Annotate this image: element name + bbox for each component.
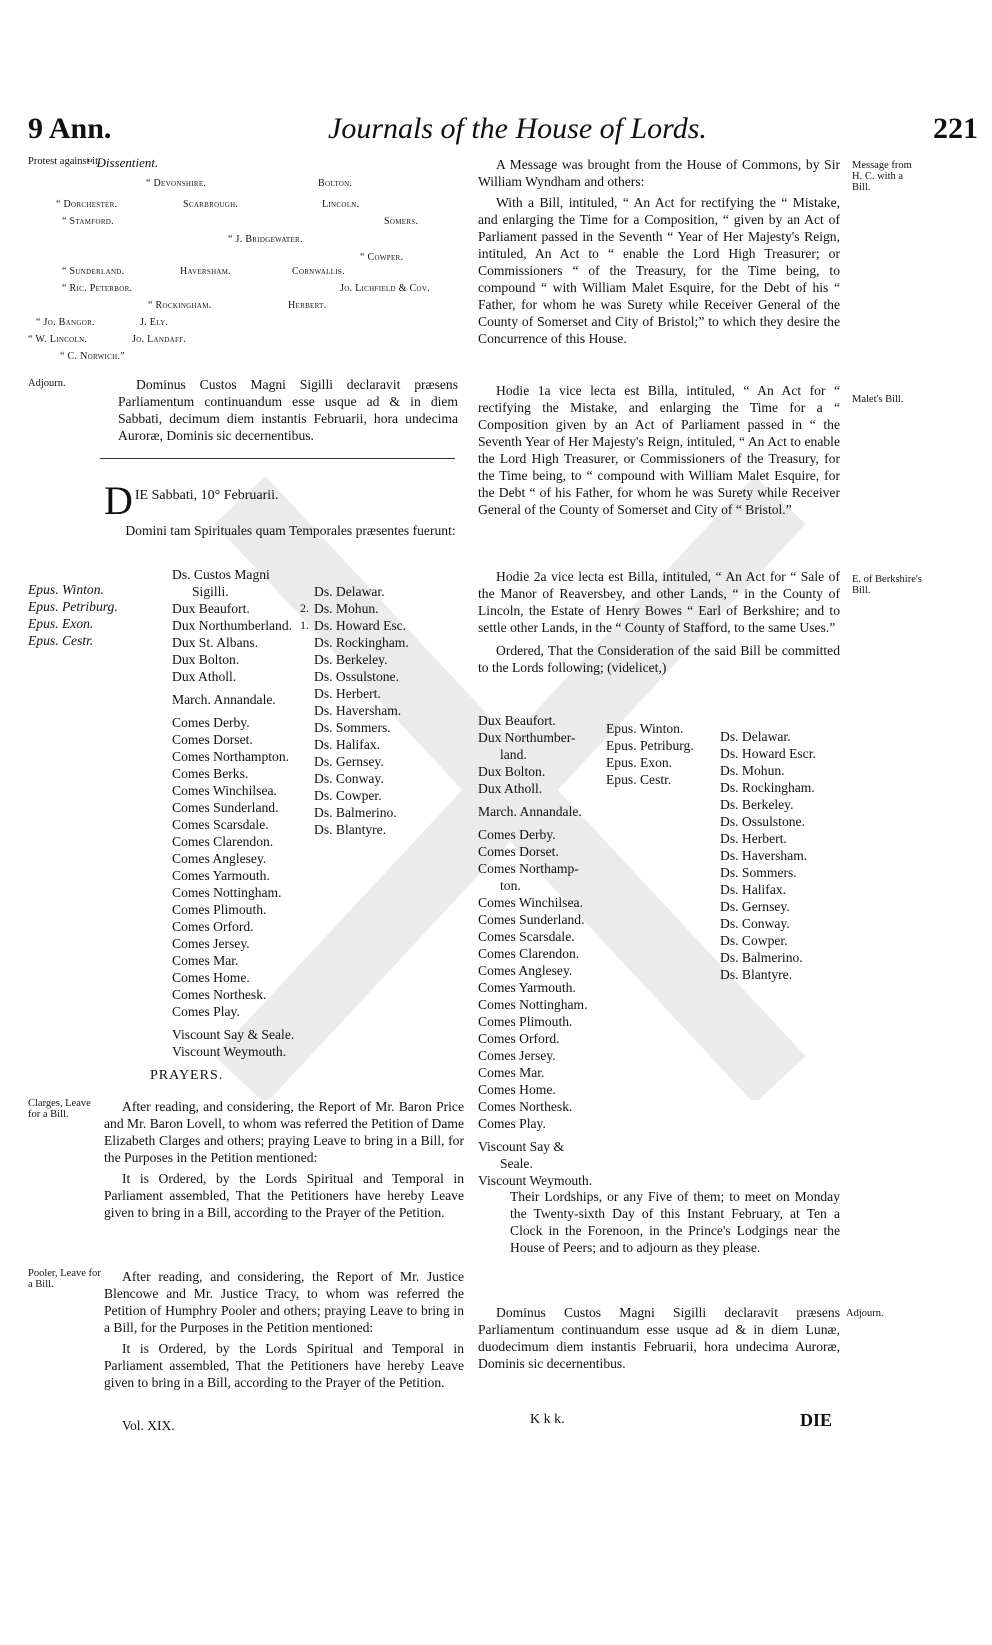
attendance-lords-col2 — [314, 583, 409, 838]
margin-note-adjourn: Adjourn. — [28, 378, 66, 389]
committee-entry: Ds. Haversham. — [720, 848, 808, 863]
lord-entry: Dux Bolton. — [172, 652, 240, 667]
adjourn-paragraph — [118, 376, 458, 444]
committee-entry: Comes Anglesey. — [478, 963, 573, 978]
prayers-heading: PRAYERS. — [150, 1068, 224, 1083]
committee-entry: Comes Derby. — [478, 827, 556, 842]
margin-note-protest: Protest against it. — [28, 156, 101, 167]
lord-entry: Ds. Halifax. — [314, 737, 381, 752]
committee-entry: Ds. Blantyre. — [720, 967, 793, 982]
lord-entry: Comes Winchilsea. — [172, 783, 277, 798]
lord-entry: Dux Atholl. — [172, 669, 237, 684]
sig-scarbrough: Scarbrough. — [183, 199, 239, 210]
lord-entry: Ds. Howard Esc. — [314, 618, 407, 633]
committee-entry: Comes Northamp- — [478, 861, 579, 876]
margin-note-adjourn2: Adjourn. — [846, 1308, 884, 1319]
committee-entry: Dux Atholl. — [478, 781, 543, 796]
berkshire-entry — [478, 568, 840, 676]
lord-entry: Comes Jersey. — [172, 936, 250, 951]
sig-haversham: Haversham. — [180, 266, 232, 277]
committee-entry: Ds. Howard Escr. — [720, 746, 816, 761]
adjourn2-entry — [478, 1304, 840, 1372]
sig-dorchester: “ Dorchester. — [56, 199, 118, 210]
pooler-report: After reading, and considering, the Report of Mr. Justice Blencowe and Mr. Justice Tracy, to whom was referred the Petition of Humphry Pooler and others; praying Leave to bring in a Bill, for the Purposes in the Petition mentioned: — [104, 1269, 464, 1335]
committee-entry: Comes Plimouth. — [478, 1014, 573, 1029]
lord-entry: Ds. Ossulstone. — [314, 669, 399, 684]
sig-bangor: “ Jo. Bangor. — [36, 317, 95, 328]
committee-entry: Dux Northumber- — [478, 730, 576, 745]
lord-entry: Comes Mar. — [172, 953, 239, 968]
drop-cap: D — [104, 478, 133, 523]
committee-entry: Comes Northesk. — [478, 1099, 573, 1114]
committee-entry: Comes Jersey. — [478, 1048, 556, 1063]
lord-entry: Ds. Blantyre. — [314, 822, 387, 837]
page-number: 221 — [933, 112, 978, 145]
running-header — [28, 112, 978, 152]
committee-entry: Viscount Say & — [478, 1139, 565, 1154]
margin-note-clarges: Clarges, Leave for a Bill. — [28, 1098, 91, 1120]
sig-peterbor: “ Ric. Peterbor. — [62, 283, 133, 294]
sig-ely: J. Ely. — [140, 317, 169, 328]
malet-text: Hodie 1a vice lecta est Billa, intituled, “ An Act for “ rectifying the Mistake, and enlarging the Time for a “ Composition given by an Act of Parliament passed in “ the Seventh Year of Her Majesty's Reign, intituled, “ An Act to enable the Lord High Treasurer, or Commissioners of the Treasury, for the Time being, to “ compound with William Malet Esquire, for the Debt “ of his Father, for whom he was Surety while Receiver General of the County of Somerset and City of “ Bristol.” — [478, 383, 840, 517]
lord-entry: Comes Northampton. — [172, 749, 290, 764]
sig-stamford: “ Stamford. — [62, 216, 114, 227]
adjourn2-text: Dominus Custos Magni Sigilli declaravit præsens Parliamentum continuandum esse usque ad & in diem Lunæ, duodecimum diem instantis Februarii, hora undecima Auroræ, Dominis sic decernentibus. — [478, 1305, 840, 1371]
committee-entry: Ds. Conway. — [720, 916, 790, 931]
adjourn-text: Dominus Custos Magni Sigilli declaravit præsens Parliamentum continuandum esse usque ad & in diem Sabbati, decimum diem instantis Februarii, hora undecima Auroræ, Dominis sic decernentibus. — [118, 377, 458, 443]
header-title: Journals of the House of Lords. — [328, 112, 707, 145]
lord-entry: Ds. Gernsey. — [314, 754, 384, 769]
lord-entry: Comes Derby. — [172, 715, 250, 730]
lord-entry: Ds. Balmerino. — [314, 805, 397, 820]
lord-entry: Ds. Cowper. — [314, 788, 382, 803]
committee-entry: Viscount Weymouth. — [478, 1173, 593, 1188]
committee-entry: Epus. Exon. — [606, 755, 673, 770]
lord-entry: Ds. Rockingham. — [314, 635, 409, 650]
margin-note-malet: Malet's Bill. — [852, 394, 904, 405]
sig-bolton: Bolton. — [318, 178, 353, 189]
lord-entry: Ds. Mohun. — [314, 601, 379, 616]
volume-number: Vol. XIX. — [122, 1418, 175, 1433]
margin-note-pooler: Pooler, Leave for a Bill. — [28, 1268, 101, 1290]
dissentient: “ Dissentient. — [86, 155, 159, 170]
pooler-entry — [104, 1268, 464, 1391]
lord-entry: Ds. Sommers. — [314, 720, 391, 735]
message-text: A Message was brought from the House of Commons, by Sir William Wyndham and others: — [478, 157, 840, 189]
lord-entry: Comes Clarendon. — [172, 834, 274, 849]
committee-entry: Ds. Cowper. — [720, 933, 788, 948]
berkshire-order: Ordered, That the Consideration of the said Bill be committed to the Lords following; (videlicet,) — [478, 643, 840, 675]
attendance-bishops — [28, 581, 118, 649]
margin-note-berkshire: E. of Berkshire's Bill. — [852, 574, 922, 596]
committee-col1 — [478, 712, 592, 1189]
committee-entry: Ds. Halifax. — [720, 882, 787, 897]
committee-entry: Comes Sunderland. — [478, 912, 585, 927]
sig-sunderland: “ Sunderland. — [62, 266, 125, 277]
clarges-entry — [104, 1098, 464, 1221]
attendance-marker: 2. — [300, 601, 309, 615]
lord-entry: Comes Plimouth. — [172, 902, 267, 917]
committee-entry: Comes Mar. — [478, 1065, 545, 1080]
sig-rockingham: “ Rockingham. — [148, 300, 212, 311]
lord-entry: Ds. Conway. — [314, 771, 384, 786]
meeting-entry — [510, 1188, 840, 1256]
lord-entry: Comes Play. — [172, 1004, 240, 1019]
message-entry — [478, 156, 840, 347]
committee-entry: Comes Play. — [478, 1116, 546, 1131]
lord-entry: Dux Beaufort. — [172, 601, 250, 616]
clarges-order: It is Ordered, by the Lords Spiritual and Temporal in Parliament assembled, That the Petitioners have hereby Leave given to bring in a Bill, according to the Prayer of the Petition. — [104, 1171, 464, 1220]
committee-entry: Ds. Herbert. — [720, 831, 787, 846]
committee-col3 — [720, 728, 816, 983]
lord-entry: Comes Northesk. — [172, 987, 267, 1002]
committee-entry: Ds. Sommers. — [720, 865, 797, 880]
lord-entry: Comes Orford. — [172, 919, 254, 934]
clarges-report: After reading, and considering, the Report of Mr. Baron Price and Mr. Baron Lovell, to whom was referred the Petition of Dame Elizabeth Clarges and others; praying Leave to bring in a Bill, for the Purposes in the Petition mentioned: — [104, 1099, 464, 1165]
sig-somers: Somers. — [384, 216, 419, 227]
committee-entry: Dux Bolton. — [478, 764, 546, 779]
committee-entry: Comes Dorset. — [478, 844, 559, 859]
margin-note-message: Message from H. C. with a Bill. — [852, 160, 912, 193]
committee-entry: Ds. Balmerino. — [720, 950, 803, 965]
attendance-lords-col1 — [172, 566, 294, 1060]
committee-entry: land. — [500, 747, 527, 762]
lord-entry: Comes Home. — [172, 970, 250, 985]
sig-devonshire: “ Devonshire. — [146, 178, 207, 189]
lord-entry: March. Annandale. — [172, 692, 276, 707]
section-rule — [100, 458, 455, 459]
sig-norwich: “ C. Norwich.” — [60, 351, 125, 362]
committee-entry: March. Annandale. — [478, 804, 582, 819]
malet-entry — [478, 382, 840, 518]
lord-entry: Ds. Haversham. — [314, 703, 402, 718]
day-heading-text: IE Sabbati, 10° Februarii. — [134, 488, 279, 503]
committee-entry: Comes Orford. — [478, 1031, 560, 1046]
committee-entry: Seale. — [500, 1156, 533, 1171]
committee-entry: Ds. Rockingham. — [720, 780, 815, 795]
lord-entry: Comes Dorset. — [172, 732, 253, 747]
attendance-marker: 1. — [300, 618, 309, 632]
bishop-entry: Epus. Cestr. — [28, 633, 94, 648]
lord-entry: Comes Scarsdale. — [172, 817, 269, 832]
committee-entry: Ds. Ossulstone. — [720, 814, 805, 829]
message-bill: With a Bill, intituled, “ An Act for rectifying the “ Mistake, and enlarging the Time for a Composition, “ given by an Act of Parliament passed in the Seventh “ Year of Her Majesty's Reign, intituled, An Act to “ enable the Lord High Treasurer; or Commissioners “ of the Treasury, for the Time being, to compound “ with William Malet Esquire, for the Debt of his “ Father, for whom he was Surety while Receiver General of the County of Somerset and City of Bristol;” to which they desire the Concurrence of this House. — [478, 195, 840, 346]
committee-entry: Comes Yarmouth. — [478, 980, 576, 995]
committee-entry: Comes Scarsdale. — [478, 929, 575, 944]
committee-entry: Comes Home. — [478, 1082, 556, 1097]
bishop-entry: Epus. Winton. — [28, 582, 104, 597]
sig-cornwallis: Cornwallis. — [292, 266, 345, 277]
lord-entry: Viscount Say & Seale. — [172, 1027, 295, 1042]
lord-entry: Comes Anglesey. — [172, 851, 267, 866]
bishop-entry: Epus. Petriburg. — [28, 599, 118, 614]
lord-entry: Ds. Delawar. — [314, 584, 385, 599]
lord-entry: Ds. Custos Magni — [172, 567, 270, 582]
lord-entry: Dux St. Albans. — [172, 635, 259, 650]
sig-wlincoln: “ W. Lincoln. — [28, 334, 88, 345]
committee-entry: Comes Nottingham. — [478, 997, 588, 1012]
sig-bridgewater: “ J. Bridgewater. — [228, 234, 303, 245]
committee-entry: Dux Beaufort. — [478, 713, 556, 728]
committee-entry: Epus. Cestr. — [606, 772, 672, 787]
committee-entry: Ds. Berkeley. — [720, 797, 794, 812]
pooler-order: It is Ordered, by the Lords Spiritual and Temporal in Parliament assembled, That the Petitioners have hereby Leave given to bring in a Bill, according to the Prayer of the Petition. — [104, 1341, 464, 1390]
sig-lichfield: Jo. Lichfield & Cov. — [340, 283, 430, 294]
lord-entry: Comes Yarmouth. — [172, 868, 270, 883]
committee-entry: Comes Winchilsea. — [478, 895, 583, 910]
lord-entry: Ds. Berkeley. — [314, 652, 388, 667]
committee-entry: ton. — [500, 878, 521, 893]
catchword: DIE — [800, 1410, 833, 1430]
bishop-entry: Epus. Exon. — [28, 616, 94, 631]
signature-mark: K k k. — [530, 1412, 565, 1427]
committee-entry: Comes Clarendon. — [478, 946, 580, 961]
committee-entry: Ds. Mohun. — [720, 763, 785, 778]
present-statement: Domini tam Spirituales quam Temporales præsentes fuerunt: — [125, 523, 456, 538]
sig-landaff: Jo. Landaff. — [132, 334, 187, 345]
lord-entry: Comes Nottingham. — [172, 885, 282, 900]
committee-entry: Ds. Delawar. — [720, 729, 791, 744]
lord-entry: Comes Sunderland. — [172, 800, 279, 815]
lord-entry: Viscount Weymouth. — [172, 1044, 287, 1059]
lord-entry: Comes Berks. — [172, 766, 249, 781]
sig-cowper: “ Cowper. — [360, 252, 404, 263]
header-regnal-year: 9 Ann. — [28, 112, 112, 145]
committee-entry: Epus. Petriburg. — [606, 738, 694, 753]
sig-herbert: Herbert. — [288, 300, 327, 311]
committee-col2 — [606, 720, 694, 788]
meeting-text: Their Lordships, or any Five of them; to meet on Monday the Twenty-sixth Day of this Instant February, at Ten a Clock in the Forenoon, in the Prince's Lodgings near the House of Peers; and to adjourn as they please. — [510, 1189, 840, 1255]
sig-lincoln: Lincoln. — [322, 199, 360, 210]
committee-entry: Ds. Gernsey. — [720, 899, 790, 914]
lord-entry: Ds. Herbert. — [314, 686, 381, 701]
berkshire-text: Hodie 2a vice lecta est Billa, intituled, “ An Act for “ Sale of the Manor of Reaversbey, and other Lands, “ in the County of Lincoln, the Estate of Henry Bowes “ Earl of Berkshire; and to settle other Lands, in the “ County of Stafford, to the same Uses.” — [478, 569, 840, 635]
day-heading — [104, 478, 464, 523]
lord-entry: Sigilli. — [192, 584, 229, 599]
lord-entry: Dux Northumberland. — [172, 618, 293, 633]
committee-entry: Epus. Winton. — [606, 721, 684, 736]
